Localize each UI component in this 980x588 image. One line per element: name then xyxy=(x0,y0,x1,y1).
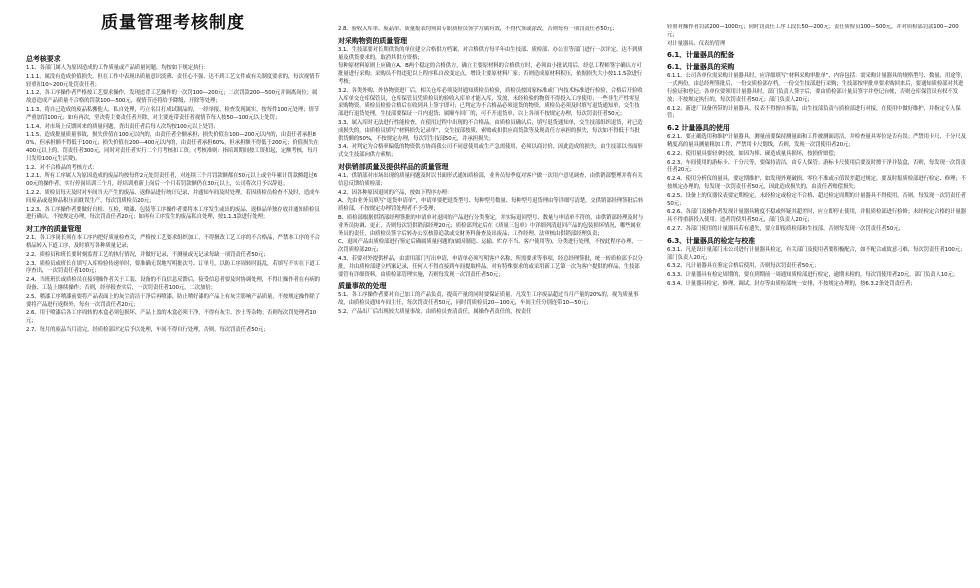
column-middle xyxy=(338,26,644,588)
paragraph: 1.2.1、所有工序属人为原因造成的废品均按每件2元处罚责任者，对连续三个月罚款额都在50元以上或全年累计罚款额超过600元的操作者，实行停岗培训三个月，经培训重新上岗后一个月若罚款额仍在30元以上，公司将次月予以辞退； xyxy=(26,173,318,188)
paragraph: 4.2、因各种原因退回的产品，按如下程序办理： xyxy=(338,189,453,196)
section-heading: 对工序的质量管理 xyxy=(26,225,82,234)
section-heading: 总考核要求 xyxy=(26,55,61,63)
paragraph: 3.2、各类外购、外协物资进厂后，相关仓库必须及时通知质检员检验，质检员按国家标准或厂内技术标准进行检验，合格后开验收入库单交仓库保管员，仓库保管员凭质检员的验收入库单才能入库，发放，未经检验的物资不得投入工序使用；一些非生产性零星采购物资，质检员检验合格后在收到具上签字即可；已判定为不合格品必须退货的物资，质检员必须及时填写退货通知单，交生技部进行退货处理，生技部要保证一月内退货；属顺车回厂的，可不开退货单，以上各项不按规定办理，每次罚责任者50元； xyxy=(338,87,643,118)
paragraph: C、退回产品由质检部进行鉴定后确属质量问题的(属因制造、运输、贮存不当、客户使用等)，分类进行处理，不按此程序办理，一次罚质检部20元； xyxy=(338,239,642,254)
paragraph: 6.3.4、计量器具检定、修理、调试、封存等由质检部统一安排，不按规定办理的，按6.3.2条处罚责任者； xyxy=(667,280,916,287)
paragraph: 1.2.2、质检员每天及时对车间当天产生的废品、返修品进行统计记录，并通知车间及时处理，若因质检员检查不及时，造成车间废品或返修品积压而耽误生产，每次罚质检员20元； xyxy=(26,189,320,204)
paragraph: 每种原材料原则上应确立A、B两个稳定的合格供方，确立主要原材料的合格供方时，必须由小批试用后，经总工程师签字确认方可批量进行采购；采购员不得违犯以上程序私自改变定点，增设主要原材料厂家；否则造成原材料积压，依据损失大小按1.1.5款进行考核； xyxy=(338,63,643,85)
paragraph: B、质检部根据供销部经理签批的申请单对退回的产品进行分类鉴定，并实际退回型号、数量与申请单不符的，由供销部经理及时与业务员协调、更正，否则每次罚供销部经理20元；质检部判定后在《质量三包单》中详细列清退回产品的包装损坏情况，哪些属业务员的责任，由质检员签字后转办公室核算追款或交财务科备查及出废品；工作经理、法审核由供销部经理负责； xyxy=(338,214,644,237)
section-heading: 6.1、计量器具的采购 xyxy=(667,63,735,72)
paragraph: 2.1、各工序岗长须在本工序内把好质量检查关，严格按工艺要求组织加工，不得擅改工艺工序的不合格品，严禁本工序的不合格品转入下道工序，及时填写各种质量记录； xyxy=(26,235,320,249)
paragraph: 6.3.1、凡是设计量部门未公司进行计量器具检定，有关部门及使用者要积极配合，如不配合或故意刁难，每次罚责任者100元；部门负责人20元； xyxy=(667,246,966,261)
section-heading: 6.2 计量器具的使用 xyxy=(667,124,730,133)
paragraph: 1.1.4、对市场上反馈回来的质量问题，査出责任者后每人次均按100元以上处罚； xyxy=(26,123,219,130)
paragraph: 1.2、对不合格品的考核方式： xyxy=(26,164,98,171)
section-heading: 6.3、计量器具的检定与校准 xyxy=(667,236,756,245)
paragraph: 1.1、各部门属人为原因造成的工作质量或产品质量问题，均按如下规定执行： xyxy=(26,65,209,71)
section-heading: 对供销部质量及提供样品的质量管理 xyxy=(338,162,449,171)
paragraph: 轻重对操作者罚款200—1000元；同时罚责任工序工段长50—200元；责任质检员100—500元，并对质检部罚款100—200元； xyxy=(667,24,959,38)
paragraph: 1.2.3、各工序操作者要做好自检、互检，喷漆、包装等工序操作者要将本工序发生或出的废品、返修品单独存放并通知质检员进行确认，不按规定办理，每次罚责任者20元；如再有工序发生的废品私自处理，按1.1.3款进行处理； xyxy=(26,206,320,221)
document-title: 质量管理考核制度 xyxy=(101,13,245,33)
column-middle-body xyxy=(338,26,644,317)
paragraph: 5.1、各工序操作者要对自己加工的产品负责，提高产量的同时要保证质量，凡发生工序废品超过当月产量的20%的，视为质量事故，由质检员通知车间主任，每次罚责任者50元，同时罚质检员20—100元，车间主任分别连带10—50元； xyxy=(338,292,639,307)
paragraph: 1.1.2、各工序操作者严格按工艺要求操作，发现违背工艺操作的一次罚100—200元；二次罚款200—500元并调离岗位；属故意造成产品质量不合格的罚款100—500元，视情节还将给予降级、开除等处理； xyxy=(26,90,318,105)
paragraph: 6.1.2、新进厂设备所带的计量器具、仪表不得擅自拆装，由生技部负责与质检部进行对接，在使用中做好维护，并指定专人保管； xyxy=(667,105,961,120)
paragraph: 6.2.3、车间使用的游标卡、千分尺等，要保持清洁，由专人保管；游标卡尺使用后要及时擦干净并装盒，否则，每发现一次罚责任者20元； xyxy=(667,159,966,174)
column-left-body xyxy=(26,54,320,335)
paragraph: 3.4、对判定为合格率偏低的物资供方协商我公司不同意使用或生产急需使用，必须以商讨价、因此造成的损失，由生技部以书面形式交生技部向供方索赔； xyxy=(338,144,643,159)
paragraph: 6.3.3、计量器具有检定周期的，要在到期前一周通知质检部进行检定，逾期未检的，每次罚使用者20元，部门负责人10元； xyxy=(667,272,959,279)
paragraph: 4.1、供销部对市场出现的质量问题及时以书面形式通知质检部，业务员每季度对客户做一次用户意见调查，由供销部整理并将有关信息反馈给质检部； xyxy=(338,172,643,187)
paragraph: 6.2.7、各部门使用的计量器具若有遗失，要立即报质检部和生技部，否则每发现一次罚责任者50元； xyxy=(667,225,904,232)
paragraph: 2.3、质检员或班长在填写入库检验传递单时，要准确无误地写明批次号、订单号，以防工序周转时混乱，若填写不实在下道工序查出，一次罚责任者100元； xyxy=(26,260,320,275)
paragraph: 1.1.1、属没有造成价值损失，但在工作中表现出质量意识淡薄、责任心不强、达不到工艺文件或有关制度要求的，每次视情节轻重扣10~200元处罚责任者； xyxy=(26,73,320,88)
paragraph: 2.7、每月的废品当月清完，经质检部评定后予以处理，车间不得自行处理，否则，每次罚责任者50元； xyxy=(26,326,269,333)
paragraph: 6.2.5、设备上的仪器仪表要定期检定，未经检定或检定不合格、超过检定周期的计量器具不得使用，否则，每发现一次罚责任者50元； xyxy=(667,192,966,207)
paragraph: 2.4、当班班长或质检员在接到操作者关于工装、设备的不良信息反馈后，接受信息者要及时协调处理，不得让操作者在有病的设备、工装上继续操作；否则，经举报查实后，一次罚责任者100元，二次加倍； xyxy=(26,277,320,291)
paragraph: 5.2、产品出厂后出现较大质量事故，由质检员查清责任，属操作者责任的，按责任 xyxy=(338,308,532,315)
paragraph: 3.1、生技部要对长期供货的单位建立合格供方档案，对合格供方每半年由生技部、质检部、办公室等部门进行一次评定，达不到质量及供货要求的，取消其供方资格； xyxy=(338,46,643,61)
paragraph: 3.3、属入库时无法进行性能检查，在使用过程中出现的不合格品，由质检员确认后，填写退货通知单，交生技部组织退货，对已造成损失的，由质检员填写“材料损失记录单”，交生技部按质、索赔或扣供应商货款等及现责任方承担的损失，每次如不得低于当批供货额的50%，不按规定办理，每次罚生技部50元，并承担损失； xyxy=(338,119,643,142)
column-left xyxy=(26,12,320,588)
paragraph: 6.3.2、凡计量器具在鉴定合格后使用，否则每次罚责任者50元； xyxy=(667,263,820,270)
paragraph: 2.6、用于喷漆后各工序周转的木盒必须包损坏、产品上盖的木盒必须干净，不得有灰尘、沙土等杂物；否则每次罚处理者10元； xyxy=(26,310,317,325)
column-right xyxy=(667,24,967,588)
paragraph: 1.1.3、将自己造成的废品私搬他人，私自处理，巧立名目打成试制品的，一经举报、检查发现属实，按每件100元处理；情节严重加罚100元；如有再次，坚决将主要责任者开除，对主要连带责任者视情节每人按50—100元以上处罚； xyxy=(26,106,320,121)
paragraph: 1.1.5、造成批量质量事故，损失价值在100元以内的，由责任者全额承担；损失价值在100—200元以内的，由责任者承担80%，但承担额不得低于100元；损失价值在200—400元以内的，由责任者承担60%，但承担额不得低于200元；价值损失在400元以上的，罚责任者300元，同时对责任者实行二个月考核扣工资。(考核准则：指培训期间按工资扣起，定额考核，每月只发给100元生活费)。 xyxy=(26,132,319,162)
section-heading: 质量事故的处理 xyxy=(338,282,387,291)
paragraph: 6.2.1、要正确选用和维护计量器具，测量前要保持测量面和工件被测面清洁，并检查量具零位是否有误；严禁用卡尺、千分尺及精度高的量具测量粗加工件，严禁用卡尺划线，否则，发现一次罚使用者20元； xyxy=(667,134,966,148)
paragraph: 2.5、喷漆工序喷漆前要将产品表面上的灰尘清洁干净后再喷漆，防止喷好漆的产品上有灰尘影响产品质量，不按规定操作除了要将产品进行返修外，每有一次罚责任者20元； xyxy=(26,293,320,308)
paragraph: 6.1.1、公司各单位需采购计量器具时，应详细填写“材料采购审批单”，内容包括：需采购计量器具的规格型号、数量、用途等，一式两份，由总经理签批后，一份交质检部存档，一份交生技部进行采购；生技部按审批单要求购回来后，要通知质检部对其进行验证和登记；各单位要领用计量器具时，部门负责人签字后，要由质检部计量员签字并登记台帐，否则仓库保管员有权不发放；不按规定执行的，每次罚责任者50元；部门负责人20元； xyxy=(667,73,967,103)
section-heading: 对采购物资的质量管理 xyxy=(338,36,407,45)
paragraph: 2.2、质检员和班长要时刻监督工艺的执行情况，并做好记录，不测量或无记录每缺一项罚责任者50元； xyxy=(26,251,269,258)
paragraph: 6.2.4、使用分析仪的量具，要定期维护，如发现外观破损、零位不准或示值误差超过规定，要及时报质检部进行检定、修理；不按规定办理的，每发现一次罚责任者50元，因此造成损失的，由责任者赔偿损失； xyxy=(667,176,966,190)
paragraph: A、先由业务员填写“退货申请单”，申请单要把退货型号、每种型号数量、每种型号退货理由等详细写清楚，交供销部经理签批后转质检部，不按规定办理罚处理者不予受理； xyxy=(338,198,644,213)
paragraph: 6.2.6、各部门及操作者发现计量器具精度不稳或怀疑其超差时，应立即停止使用，并报质检部进行检修；未经检定合格的计量器具不得重新投入使用；违者罚使用者50元，部门负责人20元； xyxy=(667,209,966,224)
paragraph: 6.2.2、使用量具要轻拿轻放，如因为摔、碰造成量具损坏，按损价赔偿； xyxy=(667,150,839,157)
section-heading: 6.1、计量器具的配备 xyxy=(667,51,735,60)
paragraph: 对计量器具、仪表的管理 xyxy=(667,40,726,47)
column-right-body xyxy=(667,24,967,289)
paragraph: 4.3、若要对外提供样品，由需用部门写出申请，申请单必须写明客户名称、所需要求等事项，经总经理签批，统一转质检部予以分批，并由质检部建立档案记录，任何人不得直接到车间提取样品，对有特殊要求的或采用新工艺第一次为客户提供的样品，生技部要管有详细资料，由质检部管理实施，否则每发现一次罚责任者50元； xyxy=(338,255,643,278)
paragraph: 2.8、验收入库单、废品单、质量报表均须由专职质检员签字方属有效，不得代签或涂改，否则每有一项罚责任者50元； xyxy=(338,26,618,32)
